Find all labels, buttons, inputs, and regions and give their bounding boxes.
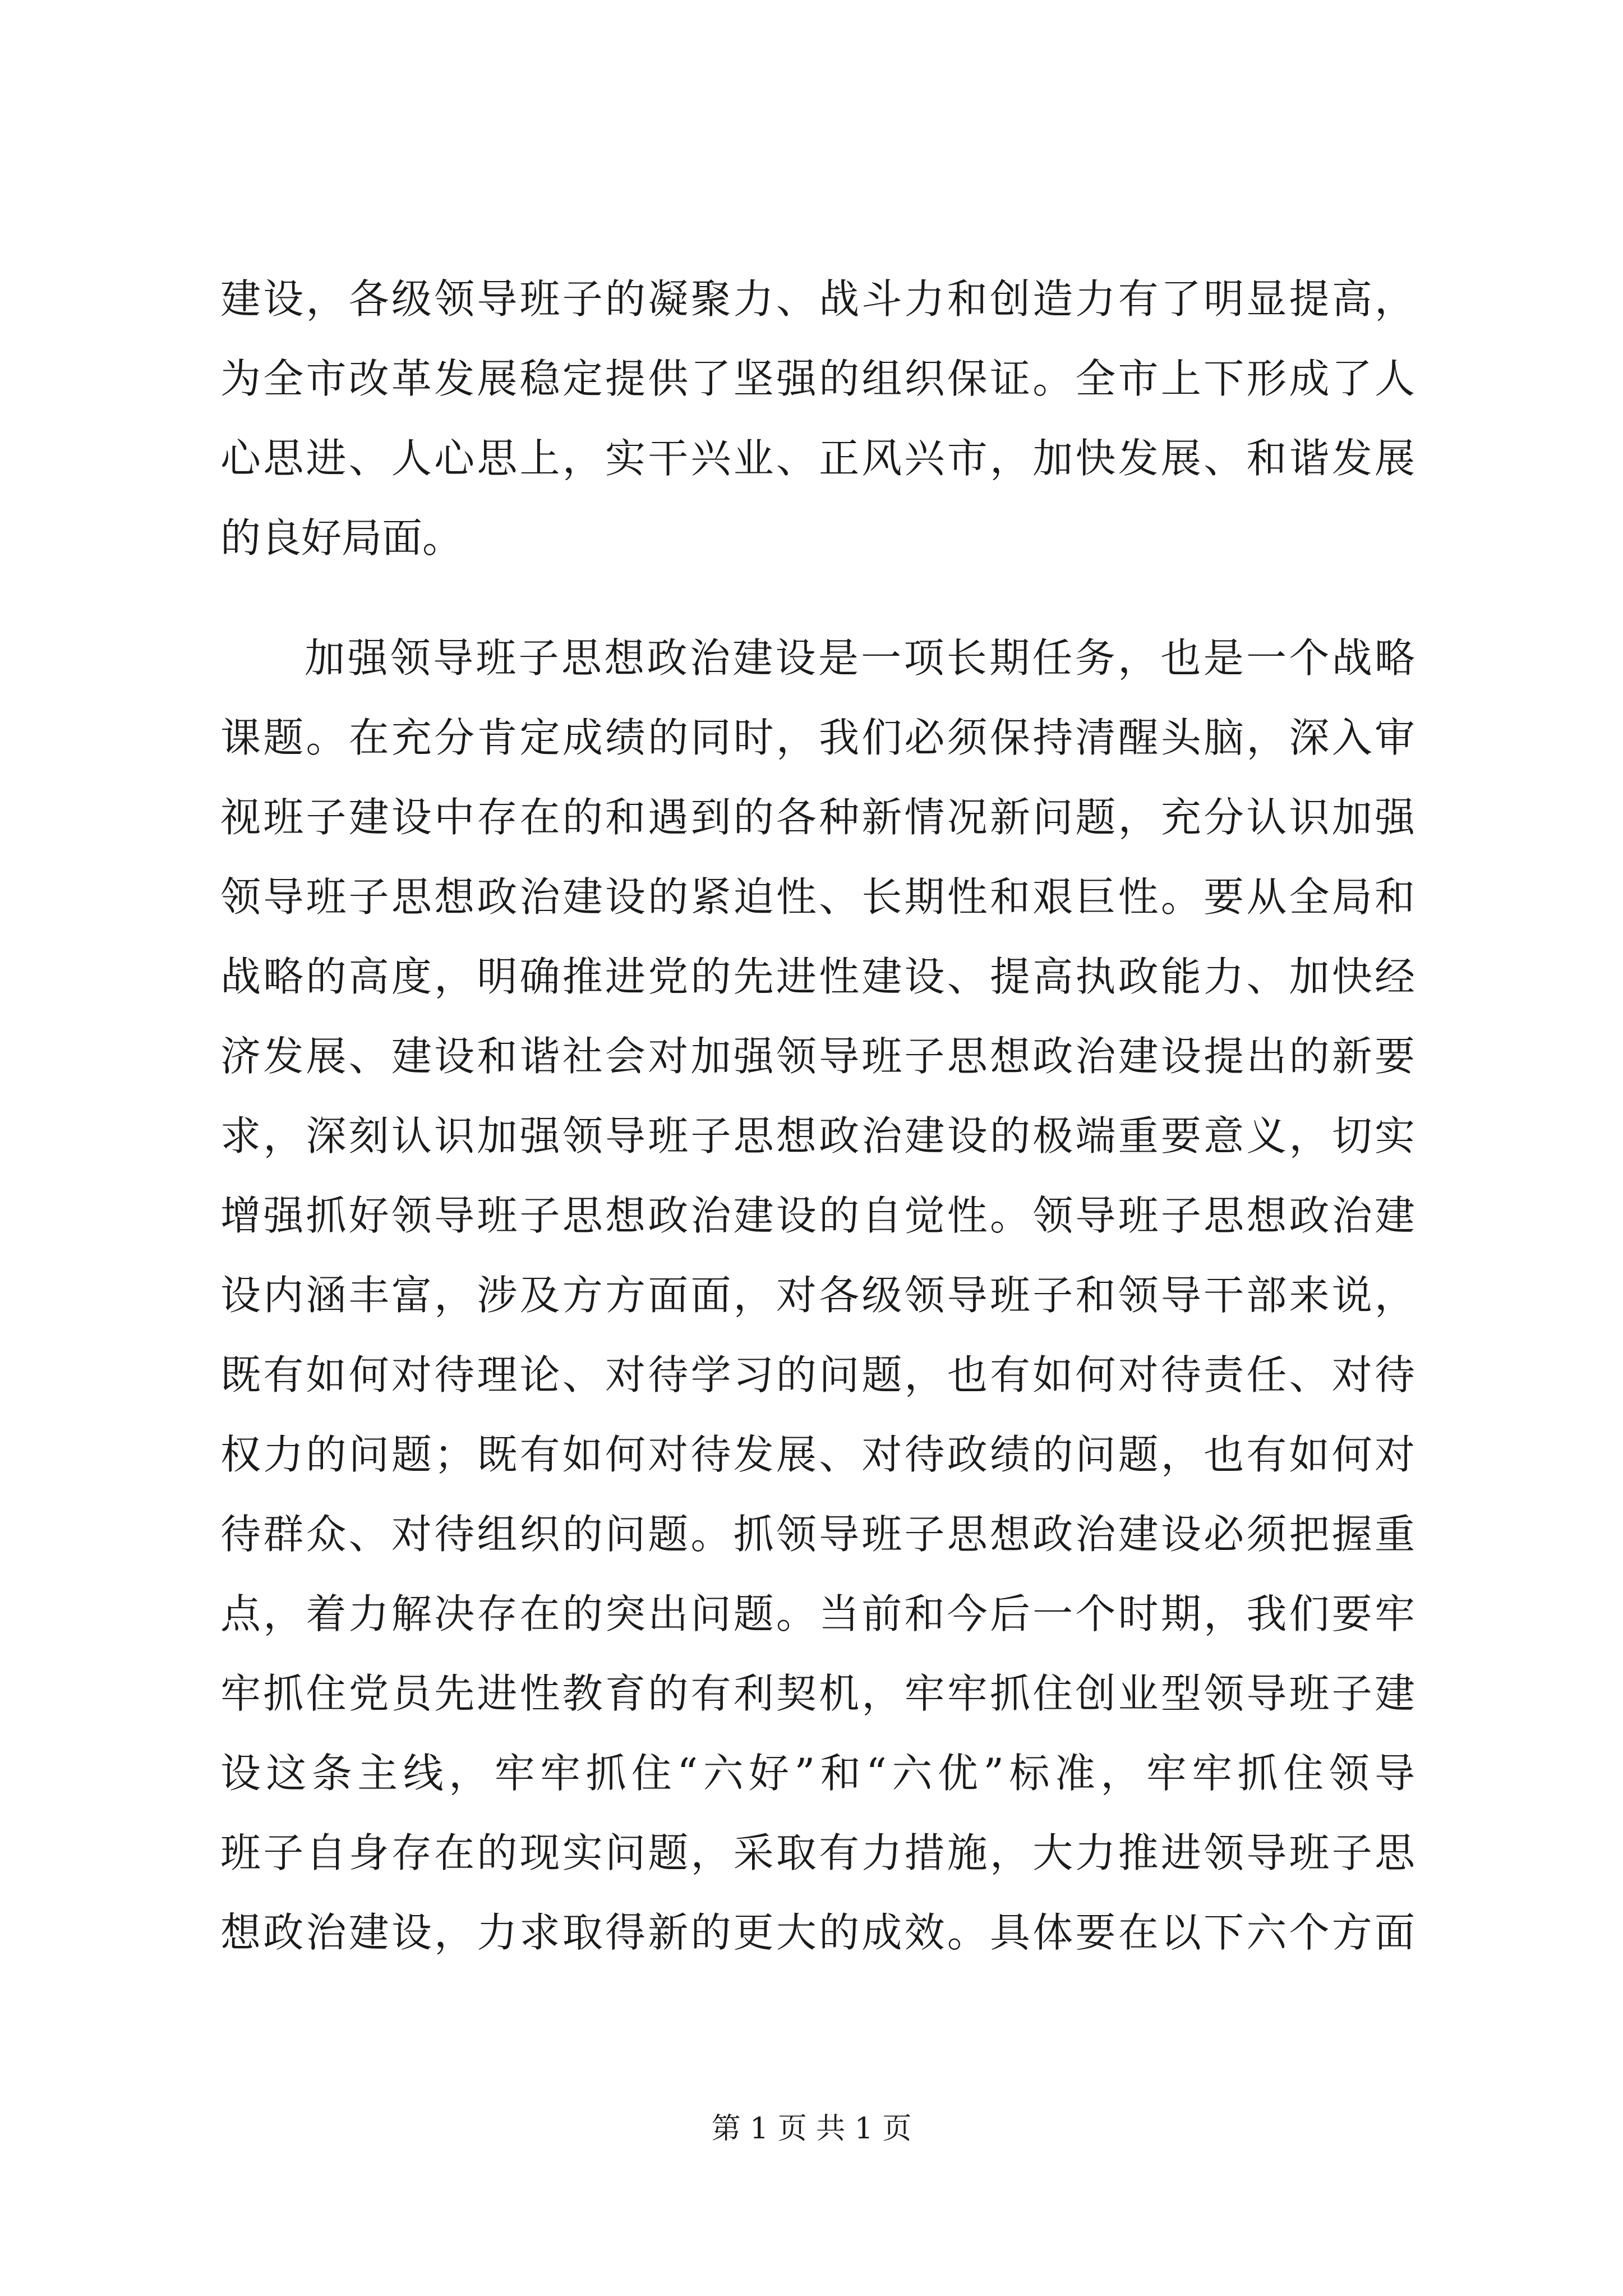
text-line: 点，着力解决存在的突出问题。当前和今后一个时期，我们要牢: [220, 1590, 1415, 1637]
text-line: 待群众、对待组织的问题。抓领导班子思想政治建设必须把握重: [220, 1511, 1415, 1558]
text-line: 为全市改革发展稳定提供了坚强的组织保证。全市上下形成了人: [220, 355, 1415, 402]
text-line: 领导班子思想政治建设的紧迫性、长期性和艰巨性。要从全局和: [220, 873, 1415, 921]
text-line: 视班子建设中存在的和遇到的各种新情况新问题，充分认识加强: [220, 794, 1415, 841]
text-line: 战略的高度，明确推进党的先进性建设、提高执政能力、加快经: [220, 953, 1415, 1000]
text-line: 既有如何对待理论、对待学习的问题，也有如何对待责任、对待: [220, 1351, 1415, 1398]
text-line: 牢抓住党员先进性教育的有利契机，牢牢抓住创业型领导班子建: [220, 1670, 1415, 1717]
text-line: 想政治建设，力求取得新的更大的成效。具体要在以下六个方面: [220, 1909, 1415, 1956]
text-line: 增强抓好领导班子思想政治建设的自觉性。领导班子思想政治建: [220, 1192, 1415, 1239]
text-line: 课题。在充分肯定成绩的同时，我们必须保持清醒头脑，深入审: [220, 714, 1415, 761]
text-line: 的良好局面。: [220, 514, 463, 562]
text-line: 设这条主线，牢牢抓住“六好”和“六优”标准，牢牢抓住领导: [220, 1750, 1415, 1797]
page-footer: 第 1 页 共 1 页: [711, 2112, 912, 2146]
text-line: 班子自身存在的现实问题，采取有力措施，大力推进领导班子思: [220, 1829, 1415, 1876]
text-line: 心思进、人心思上，实干兴业、正风兴市，加快发展、和谐发展: [220, 435, 1415, 482]
text-line: 权力的问题；既有如何对待发展、对待政绩的问题，也有如何对: [220, 1431, 1415, 1478]
text-line: 加强领导班子思想政治建设是一项长期任务，也是一个战略: [305, 634, 1415, 682]
text-line: 济发展、建设和谐社会对加强领导班子思想政治建设提出的新要: [220, 1033, 1415, 1080]
text-line: 设内涵丰富，涉及方方面面，对各级领导班子和领导干部来说，: [220, 1272, 1415, 1319]
text-line: 求，深刻认识加强领导班子思想政治建设的极端重要意义，切实: [220, 1112, 1415, 1159]
text-line: 建设，各级领导班子的凝聚力、战斗力和创造力有了明显提高，: [220, 275, 1415, 323]
